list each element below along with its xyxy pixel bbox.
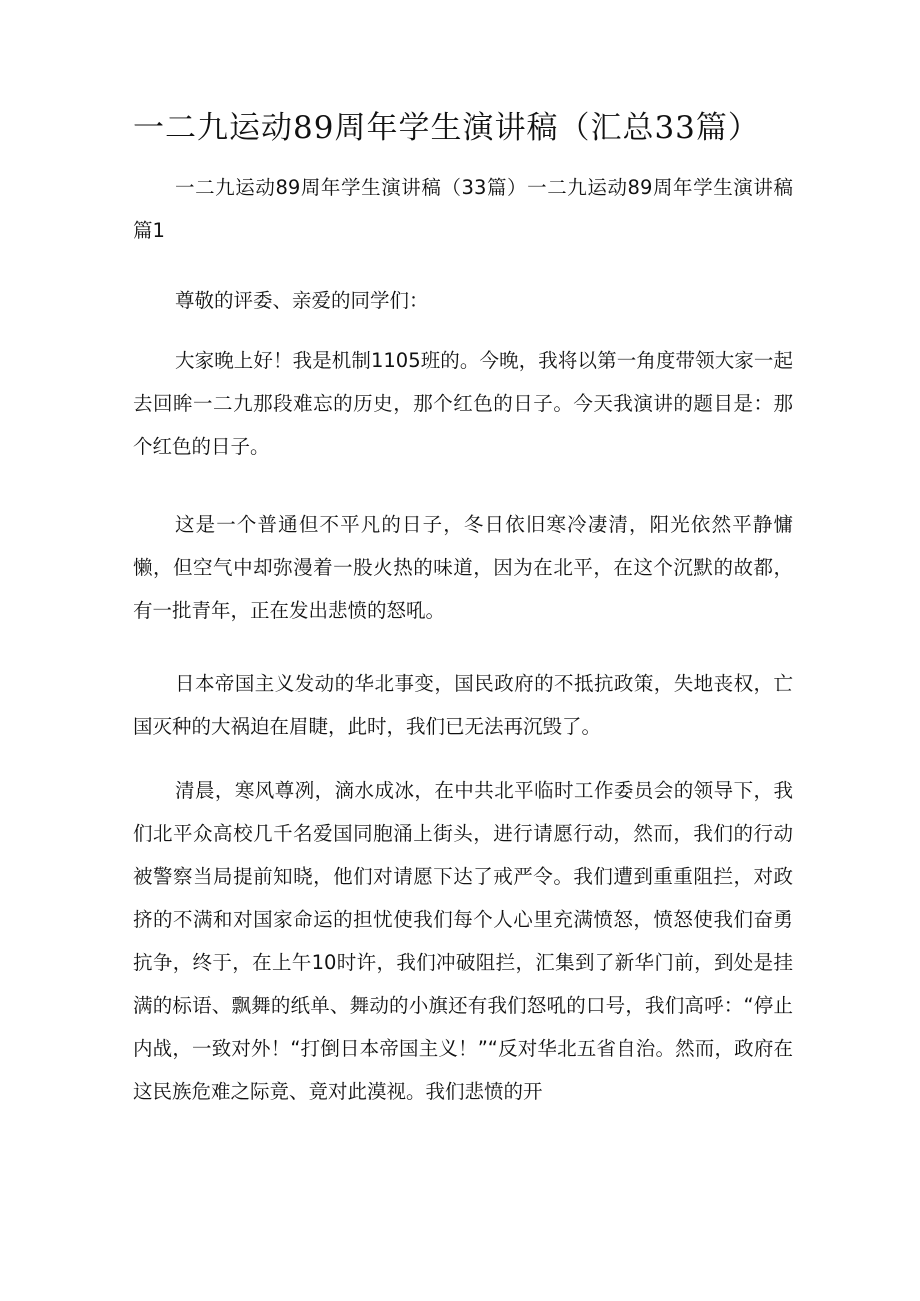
- paragraph-greeting: 尊敬的评委、亲爱的同学们：: [175, 289, 429, 312]
- paragraph-subtitle: 一二九运动89周年学生演讲稿（33篇）一二九运动89周年学生演讲稿篇1: [133, 176, 793, 242]
- paragraph-ordinary-day: 这是一个普通但不平凡的日子，冬日依旧寒冷凄清，阳光依然平静慵懒，但空气中却弥漫着一股火热的味道，因为在北平，在这个沉默的故都，有一批青年，正在发出悲愤的怒吼。: [133, 513, 793, 622]
- paragraph-introduction: 大家晚上好！我是机制1105班的。今晚，我将以第一角度带领大家一起去回眸一二九那段难忘的历史，那个红色的日子。今天我演讲的题目是：那个红色的日子。: [133, 349, 793, 458]
- paragraph-north-china-incident: 日本帝国主义发动的华北事变，国民政府的不抵抗政策，失地丧权，亡国灭种的大祸迫在眉睫，此时，我们已无法再沉毁了。: [133, 672, 793, 738]
- document-title: 一二九运动89周年学生演讲稿（汇总33篇）: [133, 110, 760, 146]
- paragraph-morning-protest: 清晨，寒风尊冽，滴水成冰，在中共北平临时工作委员会的领导下，我们北平众高校几千名爱国同胞涌上街头，进行请愿行动，然而，我们的行动被警察当局提前知晓，他们对请愿下达了戒严令。我们遭到重重阻拦，对政挤的不满和对国家命运的担忧使我们每个人心里充满愤怒，愤怒使我们奋勇抗争，终于，在上午10时许，我们冲破阻拦，汇集到了新华门前，到处是挂满的标语、飘舞的纸单、舞动的小旗还有我们怒吼的口号，我们高呼：“停止内战，一致对外！“打倒日本帝国主义！”“反对华北五省自治。然而，政府在这民族危难之际竟、竟对此漠视。我们悲愤的开: [133, 779, 793, 1103]
